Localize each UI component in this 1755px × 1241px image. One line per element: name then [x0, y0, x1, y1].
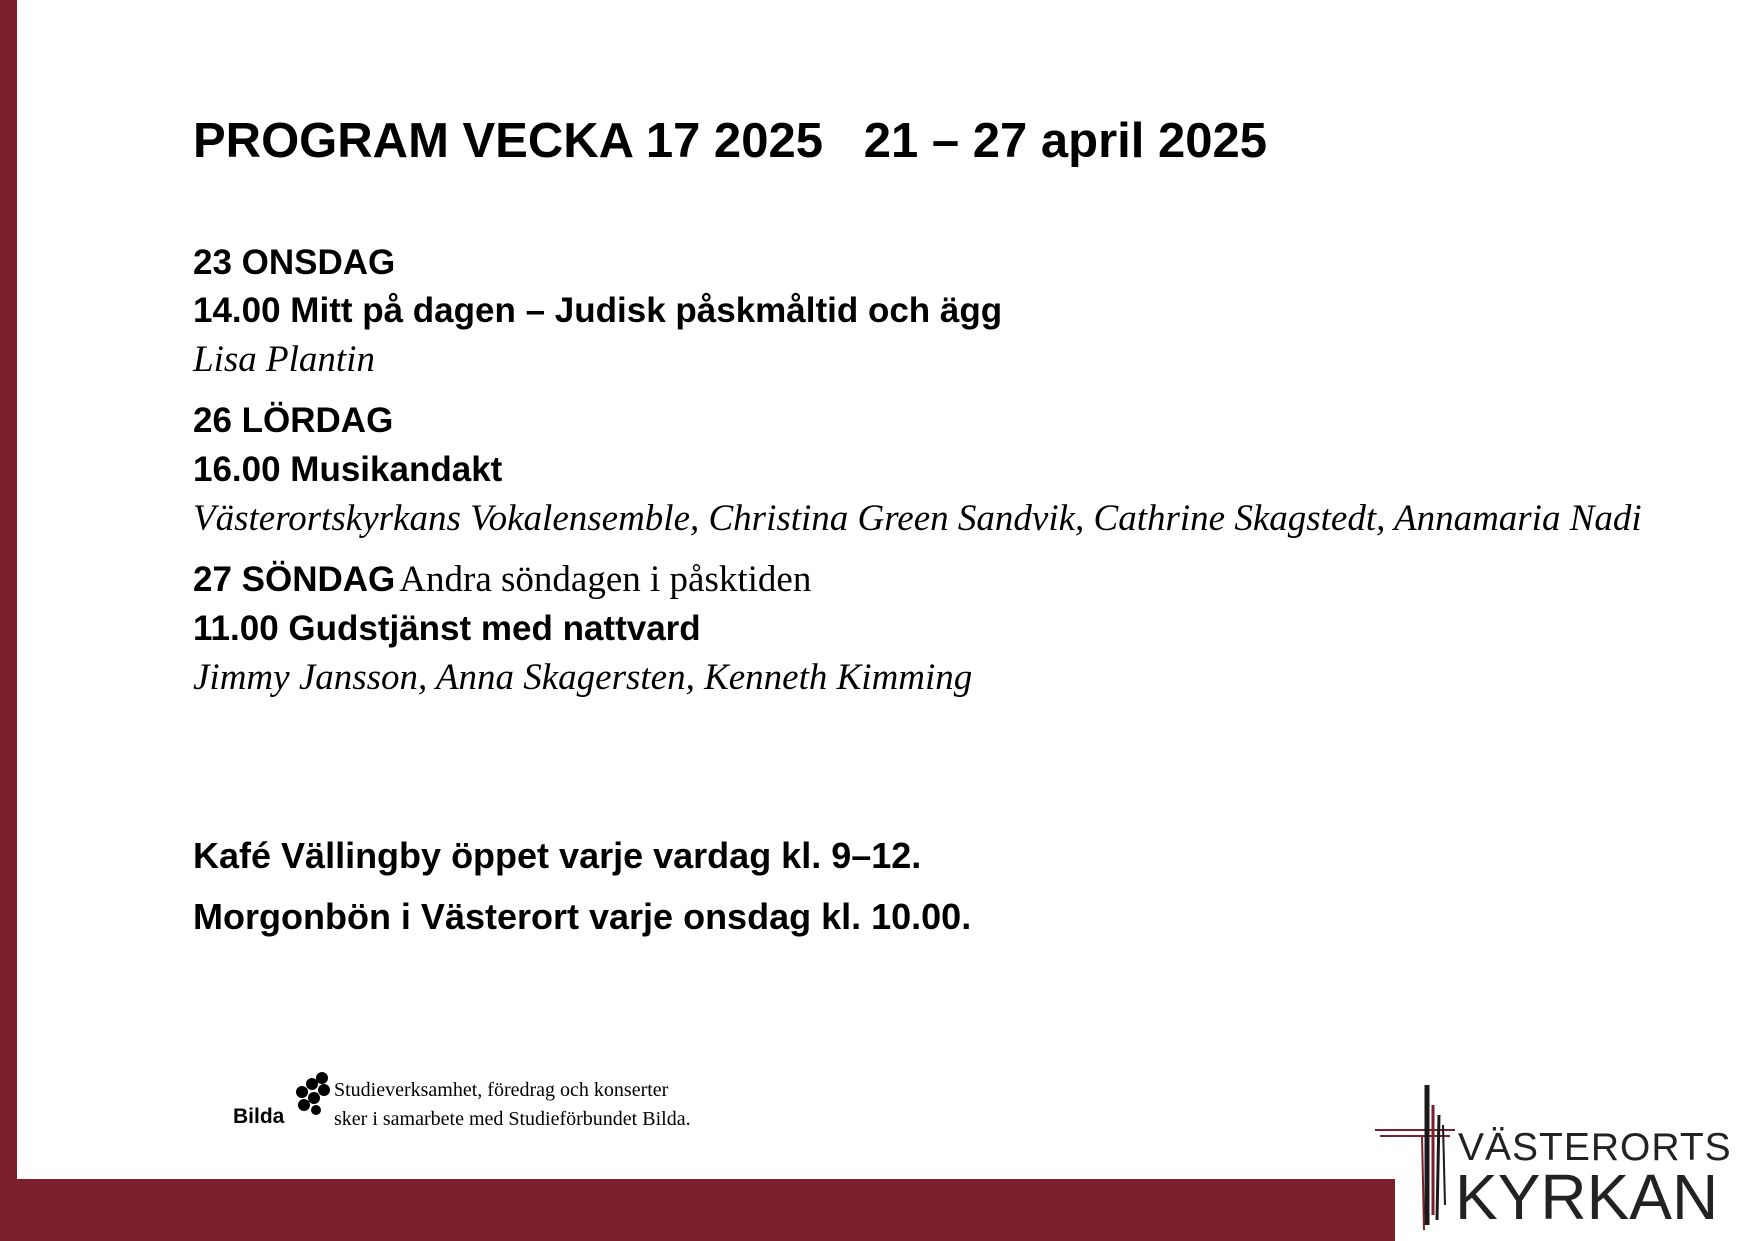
- church-logo-line1: VÄSTERORTS: [1458, 1126, 1732, 1169]
- church-logo-line2: KYRKAN: [1455, 1161, 1719, 1233]
- left-accent-bar: [0, 0, 17, 1241]
- cafe-note: Kafé Vällingby öppet varje vardag kl. 9–12.: [193, 835, 922, 876]
- people-sunday: Jimmy Jansson, Anna Skagersten, Kenneth Kimming: [193, 657, 973, 698]
- people-wednesday: Lisa Plantin: [193, 339, 375, 380]
- morning-prayer-note: Morgonbön i Västerort varje onsdag kl. 10.00.: [193, 896, 972, 937]
- page-title: PROGRAM VECKA 17 2025 21 – 27 april 2025: [193, 114, 1267, 168]
- people-saturday: Västerortskyrkans Vokalensemble, Christina Green Sandvik, Cathrine Skagstedt, Annamaria Nadi: [193, 498, 1642, 539]
- bilda-info-line1: Studieverksamhet, föredrag och konserter: [334, 1079, 669, 1101]
- church-logo-mark: [1375, 1075, 1465, 1240]
- event-sunday: 11.00 Gudstjänst med nattvard: [193, 609, 701, 648]
- cross-icon: [1375, 1075, 1465, 1235]
- bilda-logo-text: Bilda: [233, 1105, 285, 1128]
- day-note-sunday: Andra söndagen i påsktiden: [399, 559, 812, 600]
- event-wednesday: 14.00 Mitt på dagen – Judisk påskmåltid och ägg: [193, 291, 1003, 330]
- day-heading-sunday-row: [193, 558, 811, 601]
- bilda-info: [334, 1076, 691, 1134]
- day-heading-wednesday: 23 ONSDAG: [193, 243, 396, 282]
- event-saturday: 16.00 Musikandakt: [193, 450, 503, 489]
- bottom-accent-bar: [0, 1179, 1395, 1241]
- day-heading-saturday: 26 LÖRDAG: [193, 401, 394, 440]
- day-heading-sunday: 27 SÖNDAG: [193, 560, 396, 599]
- bilda-info-line2: sker i samarbete med Studieförbundet Bilda.: [334, 1108, 691, 1130]
